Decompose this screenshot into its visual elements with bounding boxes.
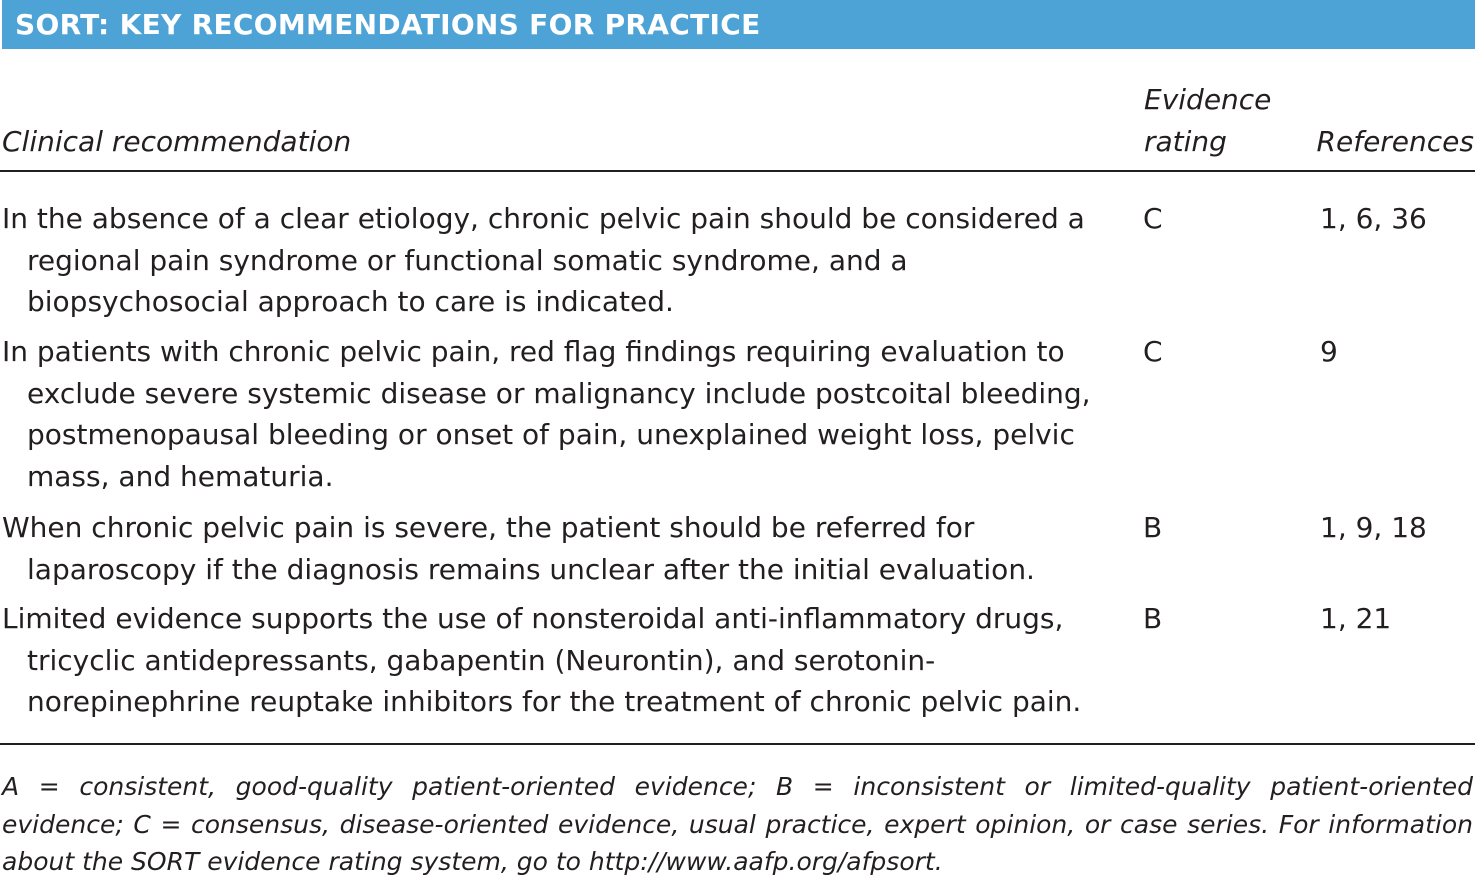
evidence-rating: C [1143, 202, 1163, 235]
header-clinical-recommendation: Clinical recommendation [2, 125, 352, 158]
evidence-rating: B [1143, 511, 1163, 544]
references-cell: 9 [1320, 335, 1338, 368]
evidence-rating: B [1143, 602, 1163, 635]
references-cell: 1, 21 [1320, 602, 1392, 635]
recommendation-text: In patients with chronic pelvic pain, red flag findings requiring evaluation to exclude severe systemic disease or malignancy include postcoital bleeding, postmenopausal bleeding or onset of pain, unexplained weight loss, pelvic mass, and hematuria. [2, 335, 1091, 494]
table-bottom-divider [0, 743, 1475, 745]
table-title: SORT: KEY RECOMMENDATIONS FOR PRACTICE [15, 8, 761, 41]
recommendation-text: In the absence of a clear etiology, chronic pelvic pain should be considered a regional pain syndrome or functional somatic syndrome, and a biopsychosocial approach to care is indicated. [2, 202, 1085, 319]
title-banner [2, 0, 1475, 49]
evidence-rating: C [1143, 335, 1163, 368]
header-references: References [1316, 125, 1474, 158]
header-evidence-rating [1144, 79, 1271, 163]
footnote: A = consistent, good-quality patient-oriented evidence; B = inconsistent or limited-quality patient-oriented evidence; C = consensus, disease-oriented evidence, usual practice, expert opinion, or case series. For information about the SORT evidence rating system, go to http://www.aafp.org/afpsort. [2, 772, 1473, 876]
references-cell: 1, 9, 18 [1320, 511, 1427, 544]
header-divider [0, 170, 1475, 172]
header-evidence-line2: rating [1144, 125, 1227, 158]
references-cell: 1, 6, 36 [1320, 202, 1427, 235]
recommendation-text: Limited evidence supports the use of nonsteroidal anti-inflammatory drugs, tricyclic antidepressants, gabapentin (Neurontin), and serotonin-norepinephrine reuptake inhibitors for the treatment of chronic pelvic pain. [2, 602, 1082, 719]
header-evidence-line1: Evidence [1144, 83, 1272, 116]
recommendation-text: When chronic pelvic pain is severe, the patient should be referred for laparoscopy if the diagnosis remains unclear after the initial evaluation. [2, 511, 1035, 586]
